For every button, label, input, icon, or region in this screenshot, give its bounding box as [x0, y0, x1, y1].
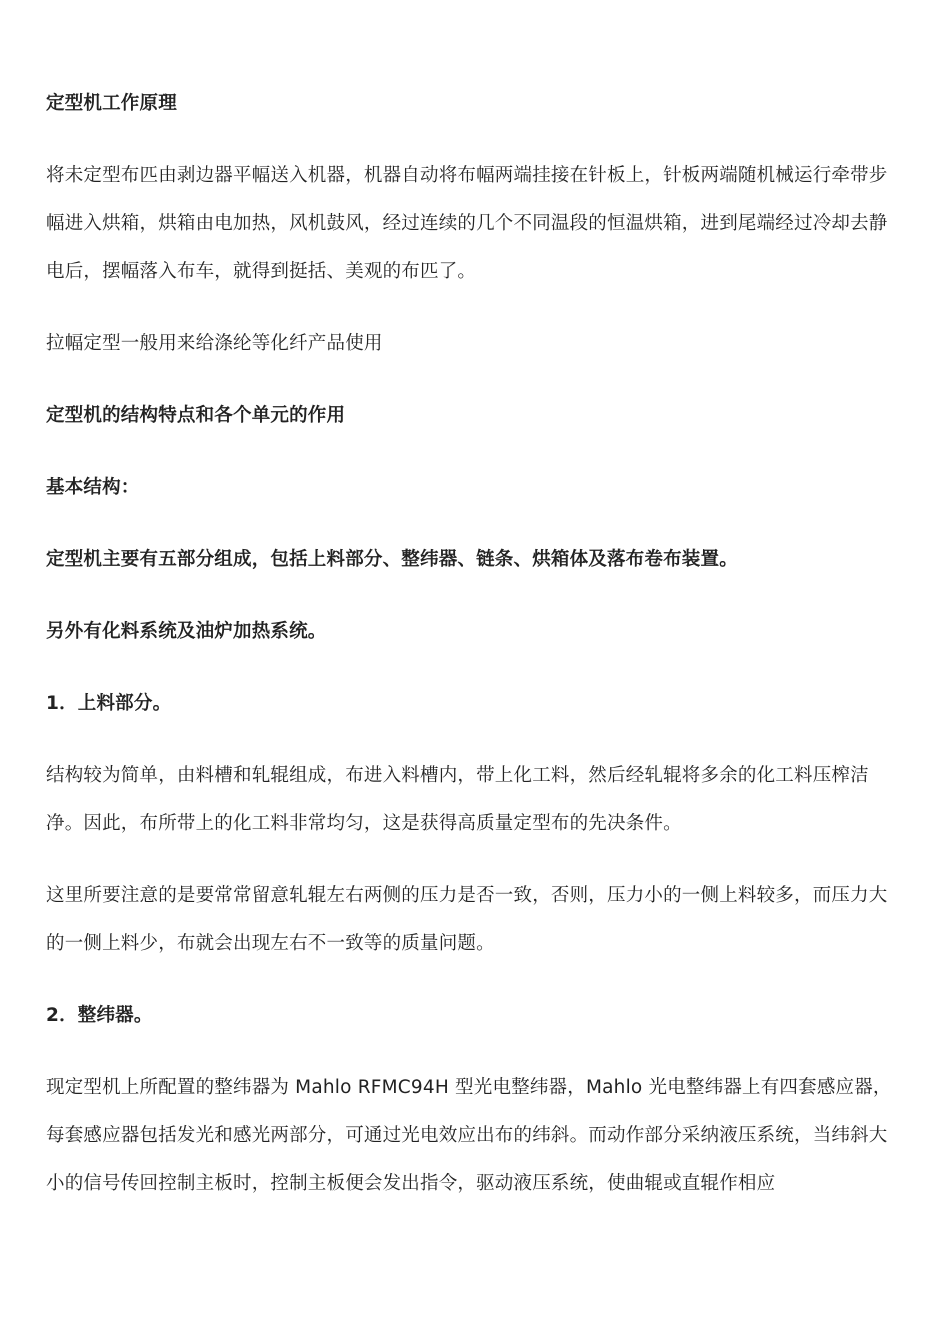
subheading-weft-straightener: 2．整纬器。: [46, 1005, 153, 1026]
paragraph-weft-straightener: 现定型机上所配置的整纬器为 Mahlo RFMC94H 型光电整纬器，Mahlo 光电整纬器上有四套感应器，每套感应器包括发光和感光两部分，可通过光电效应出布的纬斜。而动作部分采纳液压系统，当纬斜大小的信号传回控制主板时，控制主板便会发出指令，驱动液压系统，使曲辊或直辊作相应: [46, 1077, 892, 1194]
paragraph-feeding-structure: 结构较为简单，由料槽和轧辊组成，布进入料槽内，带上化工料，然后经轧辊将多余的化工料压榨洁净。因此，布所带上的化工料非常均匀，这是获得高质量定型布的先决条件。: [46, 765, 869, 834]
document-body: [46, 80, 906, 1208]
paragraph-usage: 拉幅定型一般用来给涤纶等化纤产品使用: [46, 333, 383, 354]
section-heading-structure: 定型机的结构特点和各个单元的作用: [46, 405, 346, 426]
section-heading-working-principle: 定型机工作原理: [46, 93, 177, 114]
paragraph-five-parts: 定型机主要有五部分组成，包括上料部分、整纬器、链条、烘箱体及落布卷布装置。: [46, 549, 738, 570]
paragraph-extra-systems: 另外有化料系统及油炉加热系统。: [46, 621, 327, 642]
subheading-feeding-section: 1．上料部分。: [46, 693, 172, 714]
subheading-basic-structure: 基本结构：: [46, 477, 140, 498]
paragraph-feeding-note: 这里所要注意的是要常常留意轧辊左右两侧的压力是否一致，否则，压力小的一侧上料较多，而压力大的一侧上料少，布就会出现左右不一致等的质量问题。: [46, 885, 888, 954]
paragraph-working-principle: 将未定型布匹由剥边器平幅送入机器，机器自动将布幅两端挂接在针板上，针板两端随机械运行牵带步幅进入烘箱，烘箱由电加热，风机鼓风，经过连续的几个不同温段的恒温烘箱，进到尾端经过冷却去静电后，摆幅落入布车，就得到挺括、美观的布匹了。: [46, 165, 888, 282]
